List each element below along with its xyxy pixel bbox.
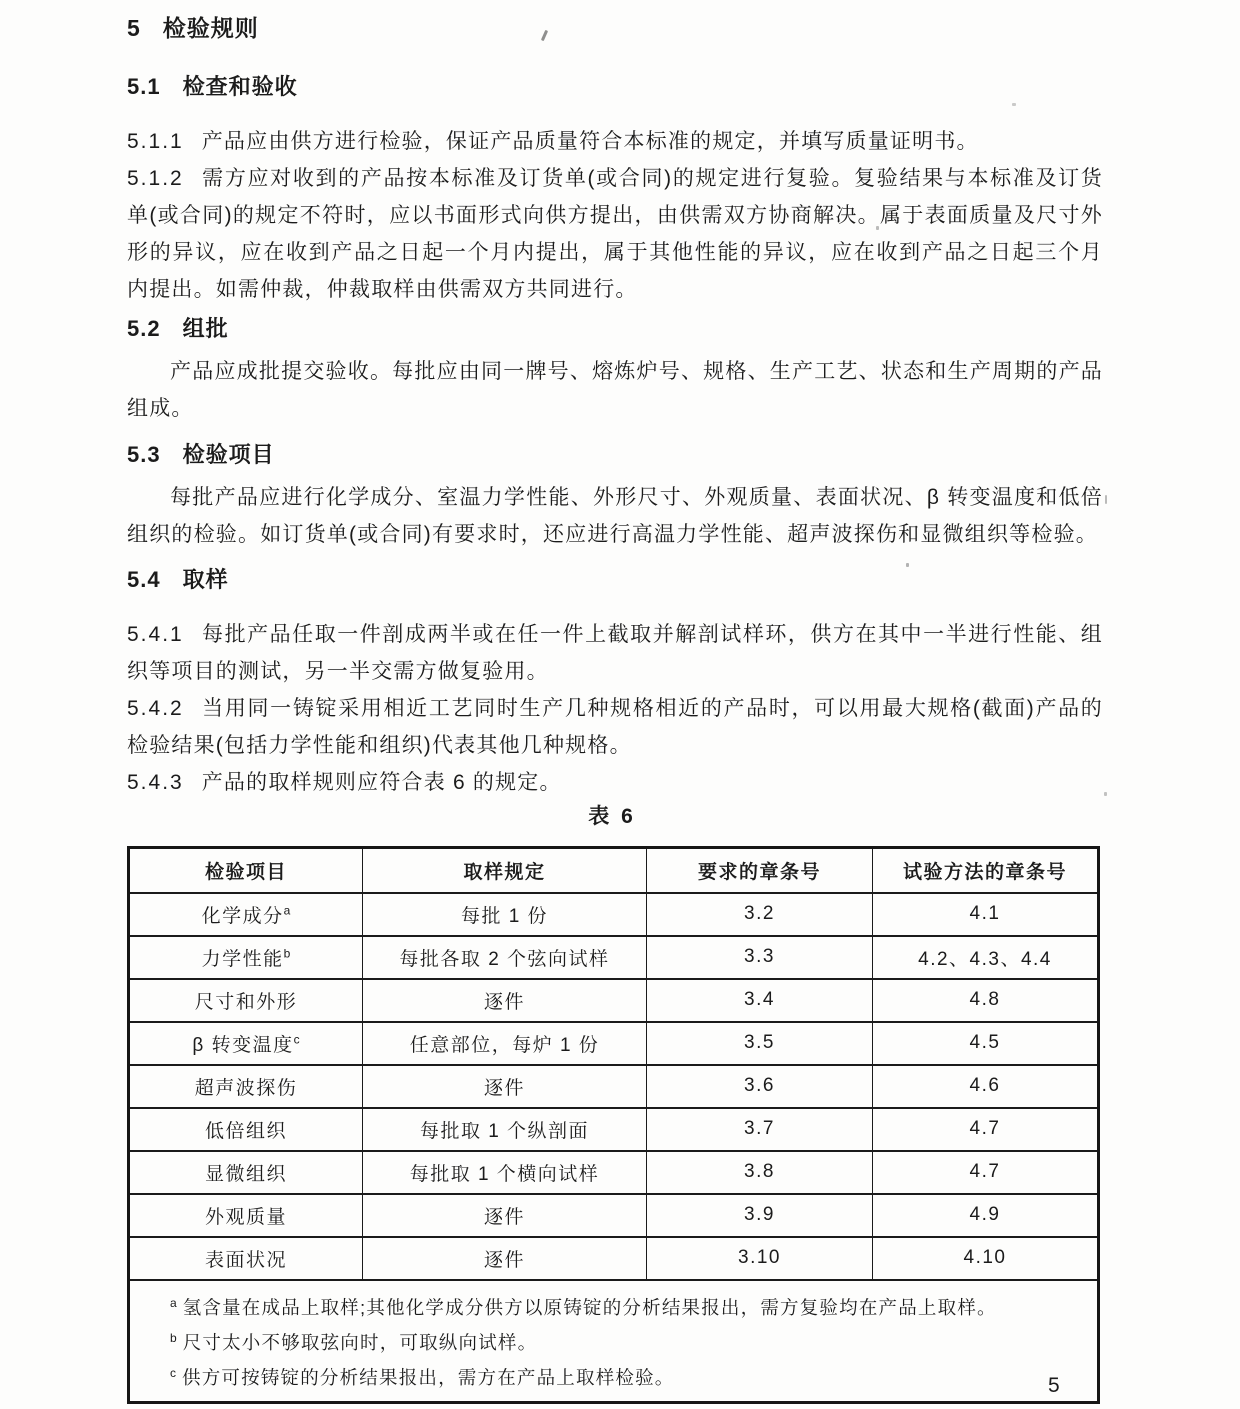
cell-requirement: 3.3 <box>647 936 873 979</box>
cell-method: 4.10 <box>873 1237 1099 1280</box>
header-sampling-rule: 取样规定 <box>363 848 647 893</box>
section-5-4-title: 取样 <box>182 567 229 592</box>
header-test-method-clause: 试验方法的章条号 <box>873 848 1099 893</box>
paragraph-5-2-text: 产品应成批提交验收。每批应由同一牌号、熔炼炉号、规格、生产工艺、状态和生产周期的产品组成。 <box>127 360 1103 420</box>
cell-requirement: 3.5 <box>647 1022 873 1065</box>
cell-method: 4.5 <box>873 1022 1099 1065</box>
cell-method: 4.7 <box>873 1108 1099 1151</box>
clause-5-4-3 <box>127 764 1103 801</box>
table-6 <box>127 846 1100 1404</box>
cell-sampling: 每批取 1 个纵剖面 <box>363 1108 647 1151</box>
table-footnotes-row <box>129 1280 1099 1403</box>
scan-artifact <box>1105 495 1107 504</box>
table-6-caption: 表 6 <box>588 805 636 828</box>
clause-5-4-2-number: 5.4.2 <box>127 697 184 720</box>
table-row <box>129 1237 1099 1280</box>
cell-method: 4.6 <box>873 1065 1099 1108</box>
section-5-1-number: 5.1 <box>127 74 161 99</box>
clause-5-4-2 <box>127 690 1103 764</box>
section-5-4-heading <box>127 565 1103 595</box>
cell-item: 低倍组织 <box>204 1120 287 1142</box>
footnote-c <box>170 1358 1079 1393</box>
footnote-c-text: 供方可按铸锭的分析结果报出，需方在产品上取样检验。 <box>182 1366 675 1388</box>
clause-5-4-2-text: 当用同一铸锭采用相近工艺同时生产几种规格相近的产品时，可以用最大规格(截面)产品的检验结果(包括力学性能和组织)代表其他几种规格。 <box>127 697 1103 757</box>
section-5-3-heading <box>127 440 1103 470</box>
header-requirement-clause: 要求的章条号 <box>647 848 873 893</box>
cell-sampling: 逐件 <box>363 1237 647 1280</box>
section-5-3-number: 5.3 <box>127 442 161 467</box>
clause-5-1-2-number: 5.1.2 <box>127 167 184 190</box>
cell-sampling: 每批取 1 个横向试样 <box>363 1151 647 1194</box>
footnote-b-marker: b <box>170 1330 177 1345</box>
paragraph-5-3 <box>127 479 1103 553</box>
table-row <box>129 1065 1099 1108</box>
cell-sampling: 每批 1 份 <box>363 893 647 936</box>
clause-5-4-3-number: 5.4.3 <box>127 771 184 794</box>
section-5-heading <box>127 13 1103 43</box>
cell-item-sup: c <box>293 1032 300 1047</box>
footnote-a <box>170 1288 1079 1323</box>
cell-method: 4.2、4.3、4.4 <box>873 936 1099 979</box>
table-row <box>129 1108 1099 1151</box>
cell-requirement: 3.2 <box>647 893 873 936</box>
cell-item-sup: b <box>283 946 291 961</box>
clause-5-1-1 <box>127 123 1103 160</box>
cell-sampling: 任意部位，每炉 1 份 <box>363 1022 647 1065</box>
clause-5-4-3-text: 产品的取样规则应符合表 6 的规定。 <box>201 771 562 794</box>
cell-sampling: 每批各取 2 个弦向试样 <box>363 936 647 979</box>
section-5-3-title: 检验项目 <box>182 442 275 467</box>
table-row <box>129 979 1099 1022</box>
section-5-1-heading <box>127 72 1103 102</box>
cell-method: 4.8 <box>873 979 1099 1022</box>
table-footnotes-cell <box>129 1280 1099 1403</box>
cell-requirement: 3.8 <box>647 1151 873 1194</box>
clause-5-1-1-number: 5.1.1 <box>127 130 184 153</box>
cell-item: β 转变温度 <box>192 1034 294 1056</box>
section-5-title: 检验规则 <box>162 15 259 41</box>
page-number: 5 <box>1048 1374 1060 1397</box>
cell-requirement: 3.10 <box>647 1237 873 1280</box>
paragraph-5-3-text: 每批产品应进行化学成分、室温力学性能、外形尺寸、外观质量、表面状况、β 转变温度和低倍组织的检验。如订货单(或合同)有要求时，还应进行高温力学性能、超声波探伤和显微组织等检验。 <box>127 486 1103 546</box>
cell-sampling: 逐件 <box>363 1065 647 1108</box>
table-row <box>129 1022 1099 1065</box>
scan-artifact <box>876 226 879 230</box>
cell-method: 4.9 <box>873 1194 1099 1237</box>
cell-item-sup: a <box>283 903 291 918</box>
cell-requirement: 3.6 <box>647 1065 873 1108</box>
clause-5-1-2-text: 需方应对收到的产品按本标准及订货单(或合同)的规定进行复验。复验结果与本标准及订货单(或合同)的规定不符时，应以书面形式向供方提出，由供需双方协商解决。属于表面质量及尺寸外形的异议，应在收到产品之日起一个月内提出，属于其他性能的异议，应在收到产品之日起三个月内提出。如需仲裁，仲裁取样由供需双方共同进行。 <box>127 167 1103 301</box>
table-row <box>129 1194 1099 1237</box>
section-5-4-number: 5.4 <box>127 567 161 592</box>
cell-method: 4.7 <box>873 1151 1099 1194</box>
cell-method: 4.1 <box>873 893 1099 936</box>
cell-item: 显微组织 <box>204 1163 287 1185</box>
paragraph-5-2 <box>127 353 1103 427</box>
cell-requirement: 3.7 <box>647 1108 873 1151</box>
scan-artifact <box>906 563 909 567</box>
clause-5-4-1 <box>127 616 1103 690</box>
footnote-a-marker: a <box>170 1295 177 1310</box>
table-row <box>129 936 1099 979</box>
scan-artifact <box>1012 103 1016 106</box>
cell-requirement: 3.4 <box>647 979 873 1022</box>
clause-5-1-1-text: 产品应由供方进行检验，保证产品质量符合本标准的规定，并填写质量证明书。 <box>201 130 979 153</box>
cell-item: 超声波探伤 <box>194 1077 298 1099</box>
cell-item: 化学成分 <box>201 905 284 927</box>
clause-5-4-1-number: 5.4.1 <box>127 623 184 646</box>
clause-5-1-2 <box>127 160 1103 308</box>
table-row <box>129 893 1099 936</box>
footnote-a-text: 氢含量在成品上取样;其他化学成分供方以原铸锭的分析结果报出，需方复验均在产品上取样。 <box>182 1296 997 1318</box>
footnote-b <box>170 1323 1079 1358</box>
document-page <box>127 13 1103 1404</box>
cell-sampling: 逐件 <box>363 979 647 1022</box>
section-5-2-title: 组批 <box>182 316 229 341</box>
section-5-number: 5 <box>127 15 141 41</box>
scan-artifact <box>1104 792 1107 796</box>
section-5-2-heading <box>127 314 1103 344</box>
cell-sampling: 逐件 <box>363 1194 647 1237</box>
footnote-c-marker: c <box>170 1365 176 1380</box>
table-row <box>129 1151 1099 1194</box>
cell-item: 外观质量 <box>204 1206 287 1228</box>
cell-requirement: 3.9 <box>647 1194 873 1237</box>
header-inspection-item: 检验项目 <box>129 848 363 893</box>
cell-item: 力学性能 <box>201 948 284 970</box>
clause-5-4-1-text: 每批产品任取一件剖成两半或在任一件上截取并解剖试样环，供方在其中一半进行性能、组织等项目的测试，另一半交需方做复验用。 <box>127 623 1103 683</box>
section-5-1-title: 检查和验收 <box>182 74 298 99</box>
cell-item: 尺寸和外形 <box>194 991 298 1013</box>
table-header-row <box>129 848 1099 893</box>
section-5-2-number: 5.2 <box>127 316 161 341</box>
cell-item: 表面状况 <box>204 1249 287 1271</box>
footnote-b-text: 尺寸太小不够取弦向时，可取纵向试样。 <box>182 1331 538 1353</box>
